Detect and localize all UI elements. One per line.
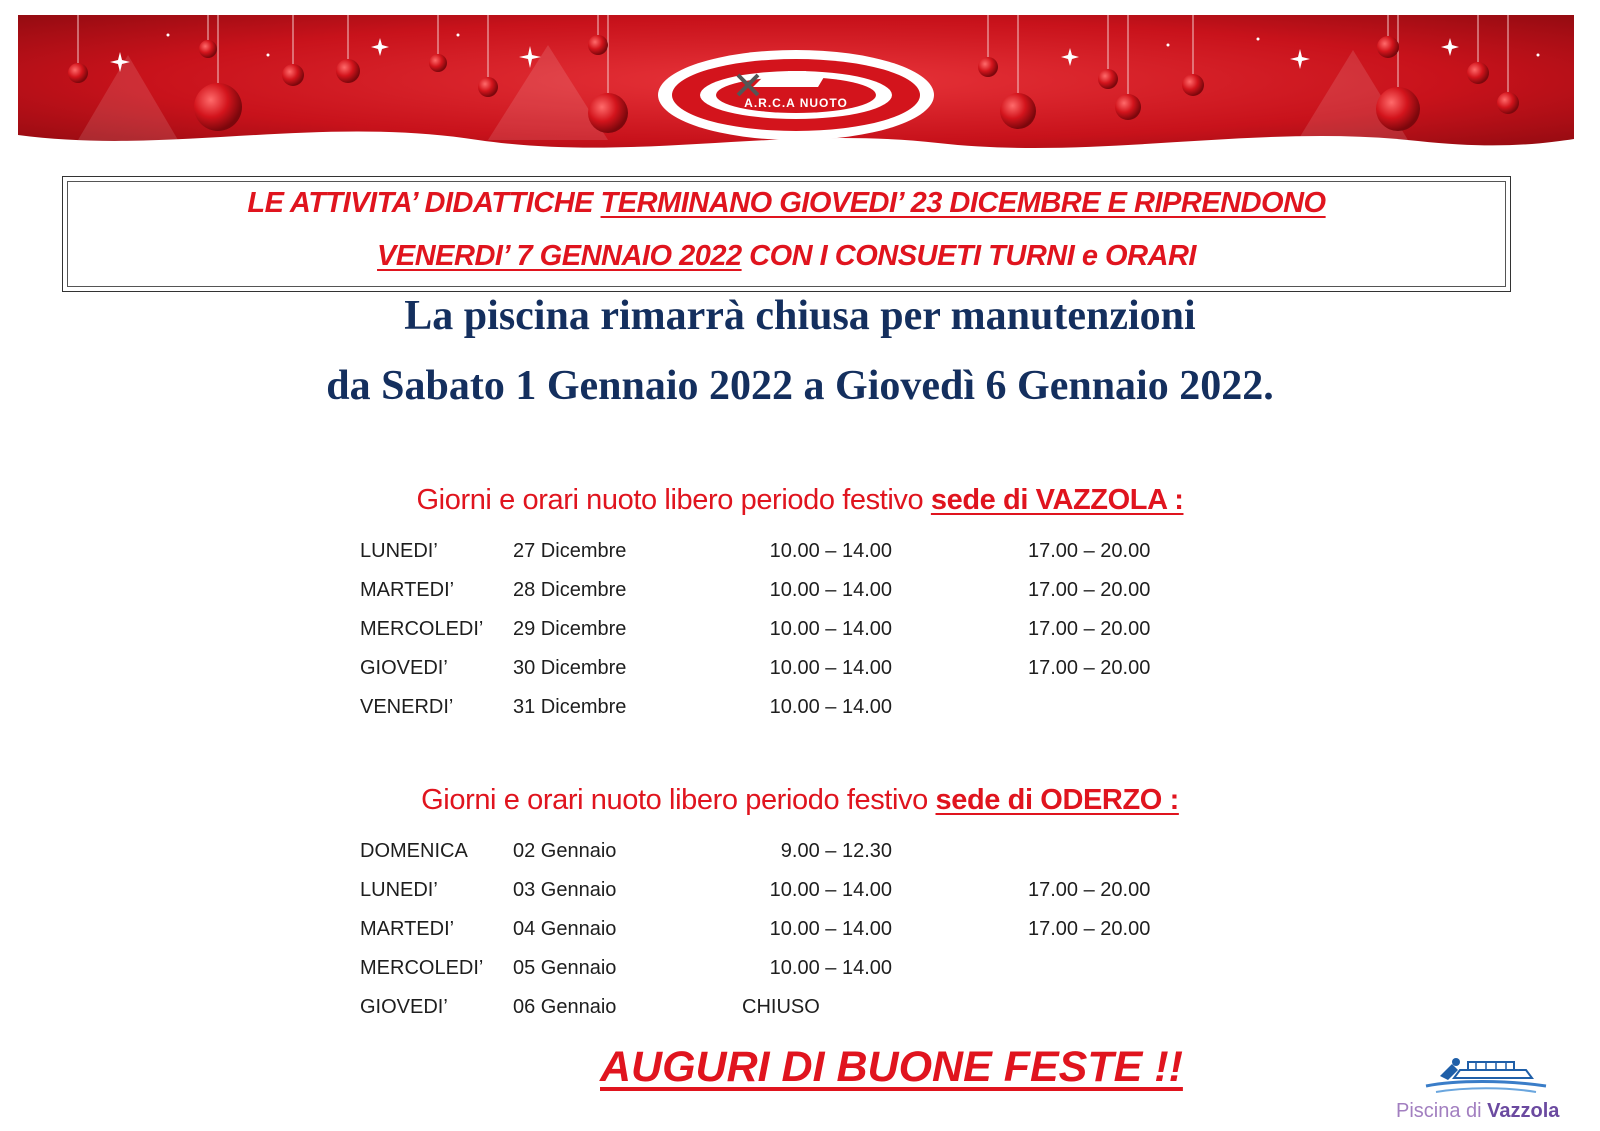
greeting: AUGURI DI BUONE FESTE !! bbox=[600, 1043, 1183, 1091]
vazzola-row: MARTEDI’ 28 Dicembre 10.00 – 14.00 17.00 – 20.00 bbox=[360, 579, 1151, 601]
oderzo-row: GIOVEDI’ 06 Gennaio CHIUSO bbox=[360, 996, 820, 1018]
piscina-vazzola-logo bbox=[1396, 1056, 1596, 1128]
arca-nuoto-logo bbox=[658, 50, 934, 140]
vazzola-schedule-title: Giorni e orari nuoto libero periodo festivo sede di VAZZOLA : bbox=[416, 484, 1184, 516]
swimmer-boat-icon bbox=[1396, 1056, 1596, 1100]
oderzo-schedule-title: Giorni e orari nuoto libero periodo festivo sede di ODERZO : bbox=[421, 784, 1179, 816]
christmas-banner bbox=[18, 15, 1574, 160]
closure-line-1: La piscina rimarrà chiusa per manutenzioni bbox=[404, 293, 1196, 339]
vazzola-row: GIOVEDI’ 30 Dicembre 10.00 – 14.00 17.00 – 20.00 bbox=[360, 657, 1151, 679]
oderzo-row: MERCOLEDI’ 05 Gennaio 10.00 – 14.00 bbox=[360, 957, 892, 979]
footer-name: Piscina di Vazzola bbox=[1396, 1100, 1560, 1122]
notice-box bbox=[62, 176, 1511, 292]
notice-end-date: TERMINANO GIOVEDI’ 23 DICEMBRE E RIPRENDONO bbox=[600, 187, 1326, 219]
notice-resume-date: VENERDI’ 7 GENNAIO 2022 bbox=[377, 240, 742, 272]
oderzo-row: DOMENICA 02 Gennaio 9.00 – 12.30 bbox=[360, 840, 892, 862]
vazzola-row: LUNEDI’ 27 Dicembre 10.00 – 14.00 17.00 – 20.00 bbox=[360, 540, 1151, 562]
oderzo-row: MARTEDI’ 04 Gennaio 10.00 – 14.00 17.00 – 20.00 bbox=[360, 918, 1151, 940]
vazzola-row: MERCOLEDI’ 29 Dicembre 10.00 – 14.00 17.00 – 20.00 bbox=[360, 618, 1151, 640]
notice-line-1: LE ATTIVITA’ DIDATTICHE TERMINANO GIOVEDI’ 23 DICEMBRE E RIPRENDONO bbox=[247, 187, 1326, 219]
closure-line-2: da Sabato 1 Gennaio 2022 a Giovedì 6 Gennaio 2022. bbox=[326, 363, 1274, 409]
oderzo-row: LUNEDI’ 03 Gennaio 10.00 – 14.00 17.00 – 20.00 bbox=[360, 879, 1151, 901]
vazzola-row: VENERDI’ 31 Dicembre 10.00 – 14.00 bbox=[360, 696, 892, 718]
logo-text: A.R.C.A NUOTO bbox=[744, 96, 848, 110]
notice-line-2: VENERDI’ 7 GENNAIO 2022 CON I CONSUETI TURNI e ORARI bbox=[377, 240, 1196, 272]
